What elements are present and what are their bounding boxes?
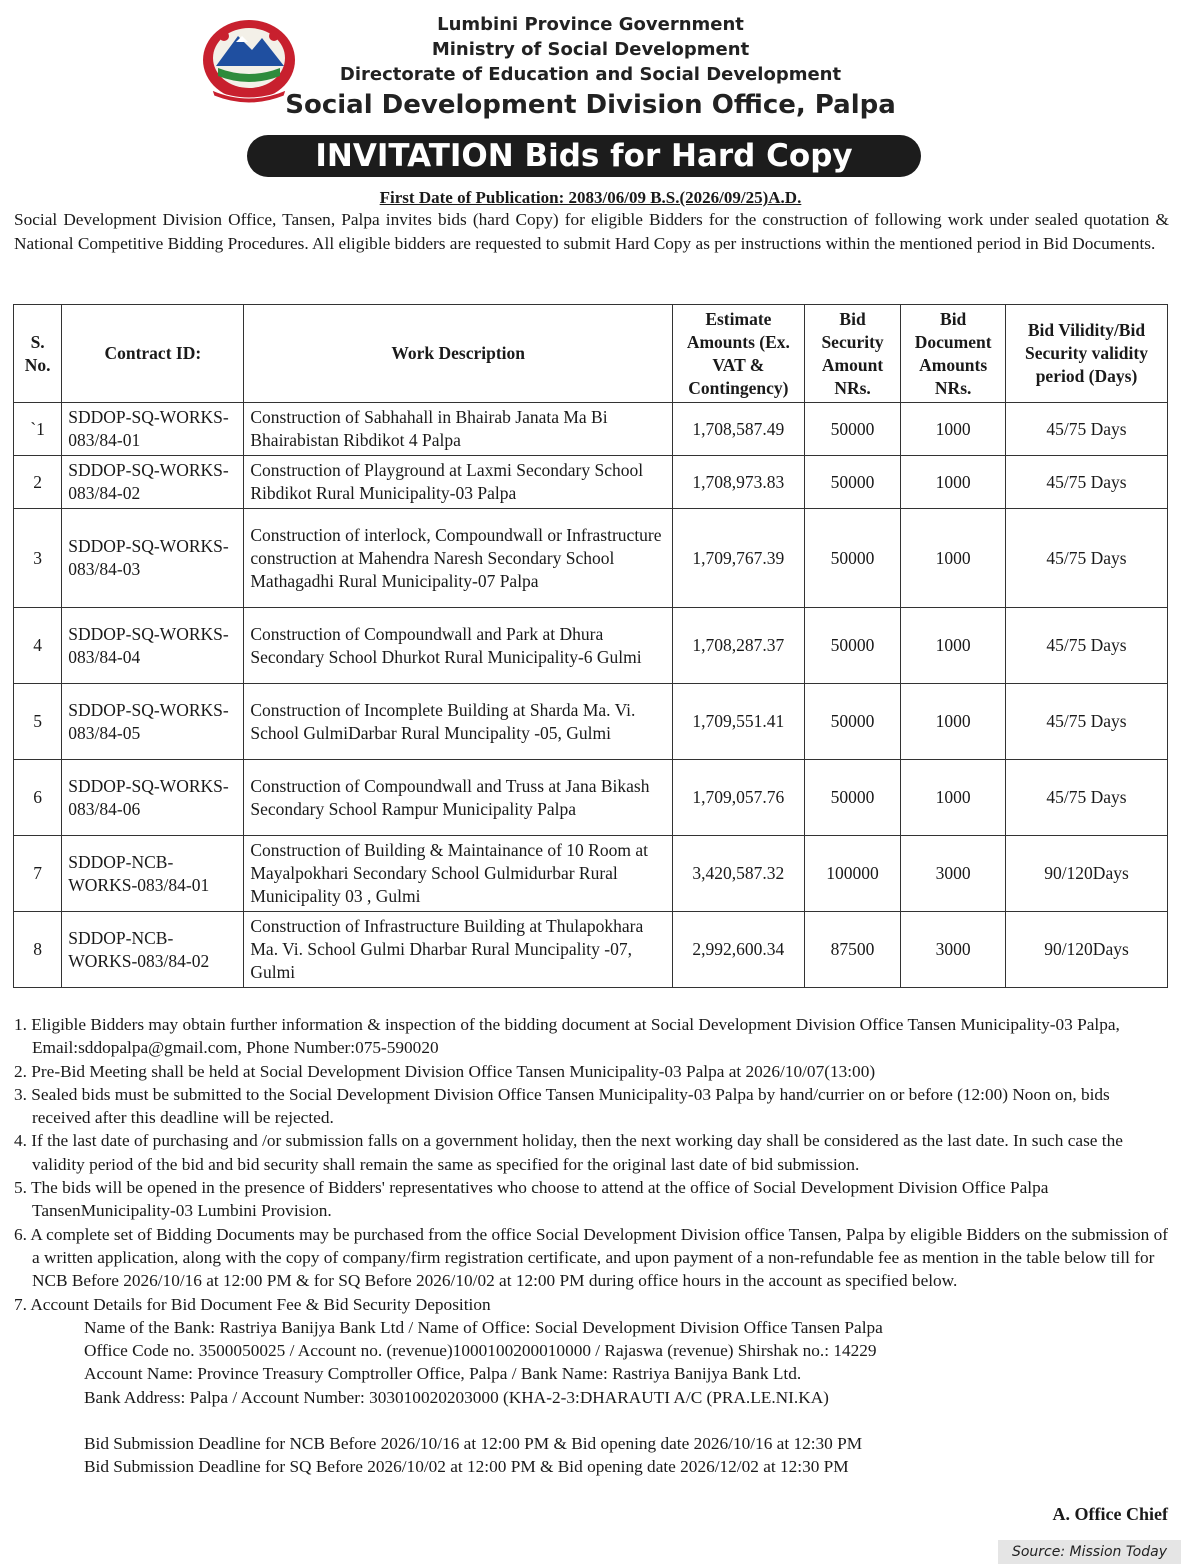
cell-sn: 3 bbox=[14, 509, 62, 608]
cell-security: 50000 bbox=[804, 509, 901, 608]
cell-work: Construction of Building & Maintainance of 10 Room at Mayalpokhari Secondary School Gulmidurbar Rural Municipality 03 , Gulmi bbox=[244, 836, 673, 912]
cell-work: Construction of interlock, Compoundwall or Infrastructure construction at Mahendra Naresh Secondary School Mathagadhi Rural Municipality-07 Palpa bbox=[244, 509, 673, 608]
cell-estimate: 1,708,973.83 bbox=[672, 456, 804, 509]
cell-contract: SDDOP-SQ-WORKS-083/84-02 bbox=[62, 456, 244, 509]
cell-contract: SDDOP-SQ-WORKS-083/84-01 bbox=[62, 403, 244, 456]
table-row bbox=[14, 509, 1168, 608]
cell-estimate: 3,420,587.32 bbox=[672, 836, 804, 912]
col-header-work: Work Description bbox=[244, 305, 673, 403]
table-row bbox=[14, 684, 1168, 760]
table-row bbox=[14, 836, 1168, 912]
note-item: 3. Sealed bids must be submitted to the Social Development Division Office Tansen Municipality-03 Palpa by hand/currier on or before (12:00) Noon on, bids received after this deadline will be rejected. bbox=[14, 1084, 1110, 1128]
cell-contract: SDDOP-SQ-WORKS-083/84-03 bbox=[62, 509, 244, 608]
title-banner: INVITATION Bids for Hard Copy bbox=[247, 135, 921, 177]
account-line: Office Code no. 3500050025 / Account no. (revenue)1000100200010000 / Rajaswa (revenue) Shirshak no.: 14229 bbox=[84, 1341, 877, 1361]
cell-validity: 45/75 Days bbox=[1005, 403, 1167, 456]
cell-validity: 90/120Days bbox=[1005, 912, 1167, 988]
bids-table bbox=[13, 304, 1168, 988]
cell-document: 1000 bbox=[901, 403, 1006, 456]
note-item: 7. Account Details for Bid Document Fee & Bid Security Deposition bbox=[14, 1294, 491, 1314]
col-header-sn: S. No. bbox=[14, 305, 62, 403]
table-header-row bbox=[14, 305, 1168, 403]
cell-security: 50000 bbox=[804, 608, 901, 684]
deadline-line: Bid Submission Deadline for SQ Before 2026/10/02 at 12:00 PM & Bid opening date 2026/12/02 at 12:30 PM bbox=[84, 1457, 849, 1477]
header-directorate: Directorate of Education and Social Development bbox=[339, 64, 842, 85]
cell-contract: SDDOP-NCB-WORKS-083/84-02 bbox=[62, 912, 244, 988]
note-item: 6. A complete set of Bidding Documents may be purchased from the office Social Development Division office Tansen, Palpa by eligible Bidders on the submission of a written application, along with the copy of company/firm registration certificate, and upon payment of a non-refundable fee as mention in the table below till for NCB Before 2026/10/16 at 12:00 PM & for SQ Before 2026/10/02 at 12:00 PM during office hours in the account as specified below. bbox=[14, 1224, 1169, 1291]
cell-estimate: 1,708,287.37 bbox=[672, 608, 804, 684]
cell-document: 1000 bbox=[901, 509, 1006, 608]
cell-sn: `1 bbox=[14, 403, 62, 456]
cell-sn: 8 bbox=[14, 912, 62, 988]
cell-validity: 45/75 Days bbox=[1005, 509, 1167, 608]
header-ministry: Ministry of Social Development bbox=[431, 39, 750, 60]
cell-document: 3000 bbox=[901, 912, 1006, 988]
table-row bbox=[14, 760, 1168, 836]
header-government: Lumbini Province Government bbox=[437, 14, 744, 35]
table-row bbox=[14, 912, 1168, 988]
account-line: Name of the Bank: Rastriya Banijya Bank Ltd / Name of Office: Social Development Division Office Tansen Palpa bbox=[84, 1317, 883, 1337]
col-header-security: Bid Security Amount NRs. bbox=[804, 305, 901, 403]
cell-contract: SDDOP-SQ-WORKS-083/84-04 bbox=[62, 608, 244, 684]
cell-sn: 2 bbox=[14, 456, 62, 509]
cell-sn: 6 bbox=[14, 760, 62, 836]
cell-document: 1000 bbox=[901, 684, 1006, 760]
col-header-contract: Contract ID: bbox=[62, 305, 244, 403]
cell-document: 1000 bbox=[901, 608, 1006, 684]
cell-validity: 45/75 Days bbox=[1005, 456, 1167, 509]
cell-validity: 45/75 Days bbox=[1005, 608, 1167, 684]
intro-paragraph: Social Development Division Office, Tansen, Palpa invites bids (hard Copy) for eligible Bidders for the construction of following work under sealed quotation & National Competitive Bidding Procedures. All eligible bidders are requested to submit Hard Copy as per instructions within the mentioned period in Bid Documents. bbox=[14, 210, 1169, 253]
cell-work: Construction of Playground at Laxmi Secondary School Ribdikot Rural Municipality-03 Palpa bbox=[244, 456, 673, 509]
cell-security: 87500 bbox=[804, 912, 901, 988]
cell-work: Construction of Sabhahall in Bhairab Janata Ma Bi Bhairabistan Ribdikot 4 Palpa bbox=[244, 403, 673, 456]
note-item: 4. If the last date of purchasing and /or submission falls on a government holiday, then the next working day shall be considered as the last date. In such case the validity period of the bid and bid security shall remain the same as specified for the original last date of bid submission. bbox=[14, 1131, 1123, 1174]
cell-estimate: 1,709,057.76 bbox=[672, 760, 804, 836]
cell-sn: 5 bbox=[14, 684, 62, 760]
cell-validity: 90/120Days bbox=[1005, 836, 1167, 912]
cell-estimate: 1,708,587.49 bbox=[672, 403, 804, 456]
cell-work: Construction of Compoundwall and Park at Dhura Secondary School Dhurkot Rural Municipality-6 Gulmi bbox=[244, 608, 673, 684]
cell-work: Construction of Compoundwall and Truss at Jana Bikash Secondary School Rampur Municipality Palpa bbox=[244, 760, 673, 836]
header-office: Social Development Division Office, Palpa bbox=[285, 90, 896, 120]
cell-security: 50000 bbox=[804, 403, 901, 456]
cell-sn: 4 bbox=[14, 608, 62, 684]
table-row bbox=[14, 403, 1168, 456]
col-header-validity: Bid Vilidity/Bid Security validity period (Days) bbox=[1005, 305, 1167, 403]
table-row bbox=[14, 608, 1168, 684]
cell-document: 3000 bbox=[901, 836, 1006, 912]
cell-sn: 7 bbox=[14, 836, 62, 912]
cell-security: 100000 bbox=[804, 836, 901, 912]
cell-contract: SDDOP-SQ-WORKS-083/84-05 bbox=[62, 684, 244, 760]
cell-contract: SDDOP-SQ-WORKS-083/84-06 bbox=[62, 760, 244, 836]
table-row bbox=[14, 456, 1168, 509]
source-credit: Source: Mission Today bbox=[998, 1540, 1181, 1564]
cell-security: 50000 bbox=[804, 760, 901, 836]
cell-validity: 45/75 Days bbox=[1005, 684, 1167, 760]
cell-work: Construction of Incomplete Building at Sharda Ma. Vi. School GulmiDarbar Rural Muncipality -05, Gulmi bbox=[244, 684, 673, 760]
deadline-line: Bid Submission Deadline for NCB Before 2026/10/16 at 12:00 PM & Bid opening date 2026/10/16 at 12:30 PM bbox=[84, 1434, 863, 1454]
deadline-section bbox=[84, 1432, 1170, 1479]
col-header-estimate: Estimate Amounts (Ex. VAT & Contingency) bbox=[672, 305, 804, 403]
note-item: 1. Eligible Bidders may obtain further information & inspection of the bidding document at Social Development Division Office Tansen Municipality-03 Palpa, Email:sddopalpa@gmail.com, Phone Number:075-590020 bbox=[14, 1015, 1120, 1058]
account-details bbox=[84, 1316, 1170, 1409]
notes-section bbox=[14, 1013, 1170, 1479]
cell-validity: 45/75 Days bbox=[1005, 760, 1167, 836]
note-item: 5. The bids will be opened in the presence of Bidders' representatives who choose to attend at the office of Social Development Division Office Palpa TansenMunicipality-03 Lumbini Provision. bbox=[14, 1178, 1049, 1221]
col-header-document: Bid Document Amounts NRs. bbox=[901, 305, 1006, 403]
note-item: 2. Pre-Bid Meeting shall be held at Social Development Division Office Tansen Municipality-03 Palpa at 2026/10/07(13:00) bbox=[14, 1061, 876, 1081]
cell-estimate: 1,709,551.41 bbox=[672, 684, 804, 760]
cell-document: 1000 bbox=[901, 456, 1006, 509]
signoff: A. Office Chief bbox=[1052, 1504, 1168, 1524]
cell-security: 50000 bbox=[804, 456, 901, 509]
cell-security: 50000 bbox=[804, 684, 901, 760]
cell-work: Construction of Infrastructure Building at Thulapokhara Ma. Vi. School Gulmi Dharbar Rural Muncipality -07, Gulmi bbox=[244, 912, 673, 988]
cell-estimate: 2,992,600.34 bbox=[672, 912, 804, 988]
publication-date: First Date of Publication: 2083/06/09 B.S.(2026/09/25)A.D. bbox=[379, 188, 802, 207]
account-line: Account Name: Province Treasury Comptroller Office, Palpa / Bank Name: Rastriya Banijya Bank Ltd. bbox=[84, 1364, 802, 1384]
cell-document: 1000 bbox=[901, 760, 1006, 836]
cell-contract: SDDOP-NCB-WORKS-083/84-01 bbox=[62, 836, 244, 912]
cell-estimate: 1,709,767.39 bbox=[672, 509, 804, 608]
account-line: Bank Address: Palpa / Account Number: 303010020203000 (KHA-2-3:DHARAUTI A/C (PRA.LE.NI.KA) bbox=[84, 1387, 829, 1407]
